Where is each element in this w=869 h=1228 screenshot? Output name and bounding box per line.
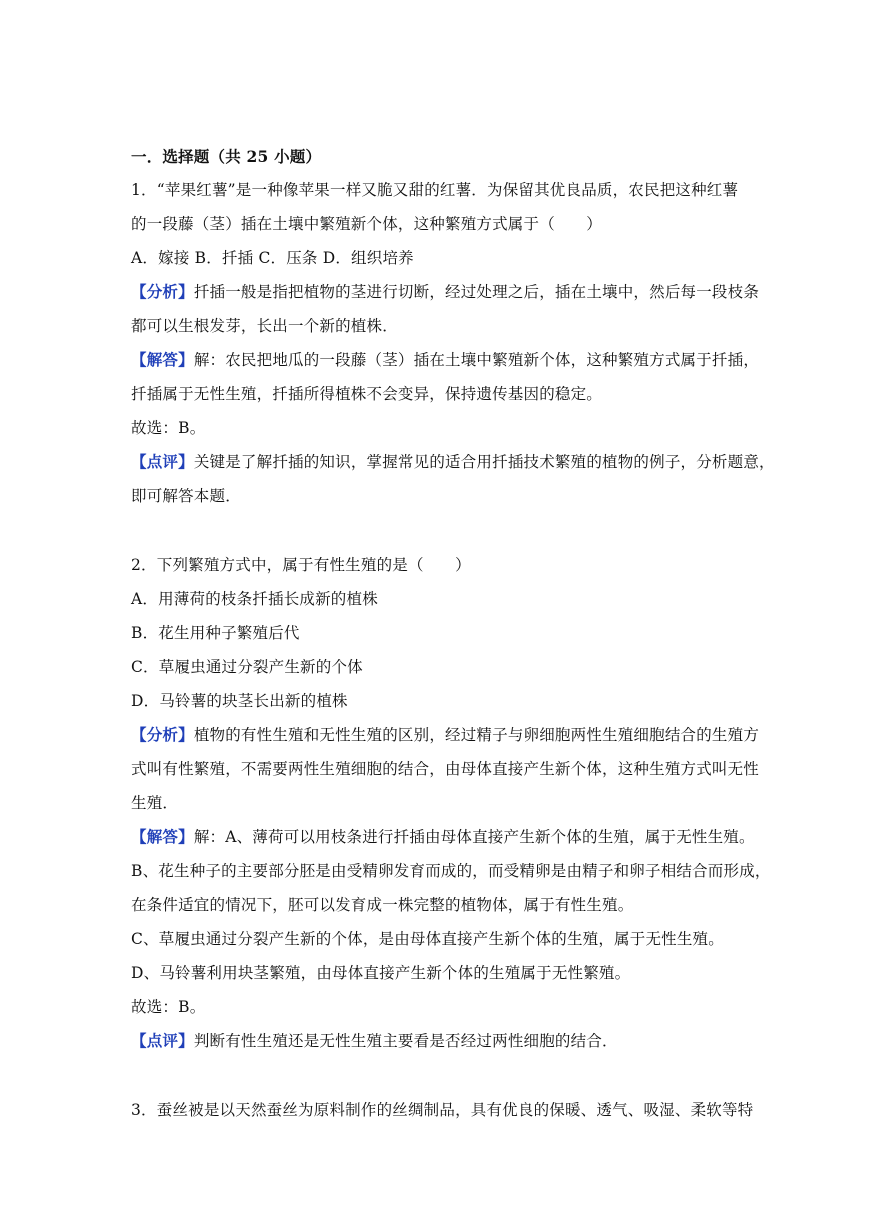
q2-choice: 故选：B。 — [131, 998, 206, 1016]
q2-answer-line4: C、草履虫通过分裂产生新的个体，是由母体直接产生新个体的生殖，属于无性生殖。 — [131, 930, 724, 948]
q3-stem-line1: 3．蚕丝被是以天然蚕丝为原料制作的丝绸制品，具有优良的保暖、透气、吸湿、柔软等特 — [131, 1101, 754, 1119]
q2-option-a: A．用薄荷的枝条扦插长成新的植株 — [131, 590, 378, 608]
q1-choice: 故选：B。 — [131, 419, 206, 437]
q1-answer-line1 — [131, 349, 760, 371]
q2-answer-line1 — [131, 826, 755, 848]
comment-text: 关键是了解扦插的知识，掌握常见的适合用扦插技术繁殖的植物的例子，分析题意， — [193, 453, 775, 471]
q2-answer-line3: 在条件适宜的情况下，胚可以发育成一株完整的植物体，属于有性生殖。 — [131, 896, 634, 914]
q1-stem-line1: 1．“苹果红薯”是一种像苹果一样又脆又甜的红薯．为保留其优良品质，农民把这种红薯 — [131, 181, 739, 199]
q2-option-d: D．马铃薯的块茎长出新的植株 — [131, 692, 348, 710]
analysis-tag: 【分析】 — [131, 725, 194, 744]
q2-option-b: B．花生用种子繁殖后代 — [131, 624, 300, 642]
section-heading: 一．选择题（共 25 小题） — [131, 147, 322, 166]
comment-tag: 【点评】 — [131, 452, 194, 471]
answer-tag: 【解答】 — [131, 827, 194, 846]
q1-comment-line2: 即可解答本题． — [131, 487, 241, 505]
q2-answer-line2: B、花生种子的主要部分胚是由受精卵发育而成的，而受精卵是由精子和卵子相结合而形成， — [131, 862, 771, 880]
analysis-tag: 【分析】 — [131, 282, 194, 301]
answer-text: 解：A、薄荷可以用枝条进行扦插由母体直接产生新个体的生殖，属于无性生殖。 — [193, 828, 755, 846]
q2-comment-line1 — [131, 1030, 741, 1052]
answer-tag: 【解答】 — [131, 350, 194, 369]
analysis-text: 植物的有性生殖和无性生殖的区别，经过精子与卵细胞两性生殖细胞结合的生殖方 — [193, 726, 760, 744]
q2-analysis-line2: 式叫有性繁殖，不需要两性生殖细胞的结合，由母体直接产生新个体，这种生殖方式叫无性 — [131, 760, 760, 778]
comment-tag: 【点评】 — [131, 1031, 194, 1050]
q2-answer-line5: D、马铃薯利用块茎繁殖，由母体直接产生新个体的生殖属于无性繁殖。 — [131, 964, 631, 982]
analysis-text: 扦插一般是指把植物的茎进行切断，经过处理之后，插在土壤中，然后每一段枝条 — [193, 283, 760, 301]
q1-analysis-line2: 都可以生根发芽，长出一个新的植株． — [131, 317, 398, 335]
answer-text: 解：农民把地瓜的一段藤（茎）插在土壤中繁殖新个体，这种繁殖方式属于扦插， — [193, 351, 760, 369]
comment-text: 判断有性生殖还是无性生殖主要看是否经过两性细胞的结合． — [193, 1032, 618, 1050]
q1-stem-line2: 的一段藤（茎）插在土壤中繁殖新个体，这种繁殖方式属于（ ） — [131, 215, 603, 233]
q1-answer-line2: 扦插属于无性生殖，扦插所得植株不会变异，保持遗传基因的稳定。 — [131, 385, 603, 403]
q2-stem: 2．下列繁殖方式中，属于有性生殖的是（ ） — [131, 556, 471, 574]
q1-options: A．嫁接 B．扦插 C．压条 D．组织培养 — [131, 249, 414, 267]
q2-analysis-line1 — [131, 724, 760, 746]
q2-option-c: C．草履虫通过分裂产生新的个体 — [131, 658, 363, 676]
q1-analysis-line1 — [131, 281, 760, 303]
q1-comment-line1 — [131, 451, 775, 473]
q2-analysis-line3: 生殖． — [131, 794, 179, 812]
